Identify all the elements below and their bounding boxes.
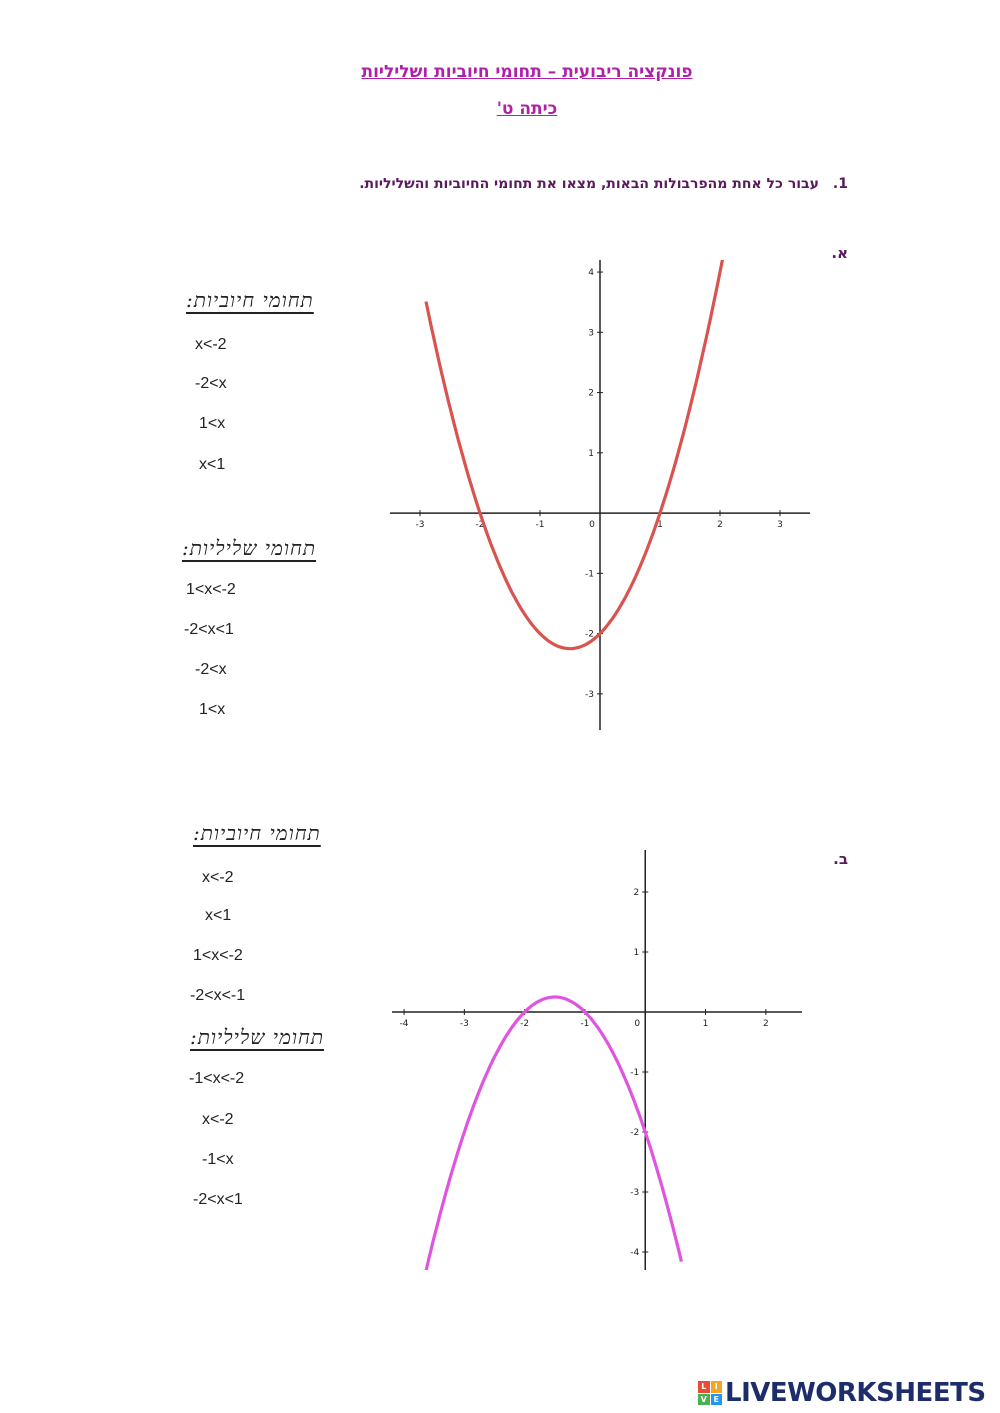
x-tick-label: 1	[657, 520, 663, 531]
parabola-curve	[426, 260, 729, 649]
page-subtitle: כיתה ט'	[496, 99, 558, 119]
y-tick-label: 1	[588, 448, 594, 459]
y-tick-label: -1	[630, 1068, 640, 1078]
x-tick-label: -4	[399, 1019, 409, 1029]
part-a-negative-option[interactable]: -2<x<1	[184, 621, 234, 638]
parabola-chart-a	[390, 260, 810, 730]
x-tick-label: 0	[589, 520, 595, 531]
x-tick-label: -1	[580, 1019, 590, 1029]
question	[359, 176, 848, 192]
x-tick-label: 3	[777, 520, 783, 531]
part-b-label: ב.	[833, 850, 848, 868]
y-tick-label: -3	[630, 1188, 640, 1198]
question-number: 1.	[832, 176, 848, 192]
question-text: עבור כל אחת מהפרבולות הבאות, מצאו את תחומי החיוביות והשליליות.	[359, 176, 819, 192]
logo-square: L	[698, 1381, 710, 1393]
y-tick-label: 4	[588, 268, 594, 279]
y-tick-label: -2	[585, 629, 594, 640]
y-tick-label: -1	[585, 569, 594, 580]
logo-square: I	[711, 1381, 723, 1393]
part-b-positive-option[interactable]: x<1	[205, 907, 232, 924]
liveworksheets-logo	[698, 1378, 986, 1408]
x-tick-label: 2	[717, 520, 723, 531]
part-a-positive-option[interactable]: 1<x	[199, 415, 226, 432]
part-a-label: א.	[831, 244, 848, 262]
x-tick-label: -3	[415, 520, 425, 531]
part-a-positive-header: תחומי חיוביות:	[186, 288, 314, 312]
x-tick-label: -1	[535, 520, 545, 531]
part-a-negative-option[interactable]: 1<x<-2	[186, 581, 236, 598]
part-a-negative-option[interactable]: 1<x	[199, 701, 226, 718]
part-a-negative-option[interactable]: -2<x	[195, 661, 227, 678]
y-tick-label: -2	[630, 1128, 640, 1138]
x-tick-label: -2	[520, 1019, 530, 1029]
y-tick-label: 1	[633, 948, 640, 958]
y-tick-label: -3	[585, 689, 594, 700]
y-tick-label: 2	[633, 888, 640, 898]
part-a-positive-option[interactable]: x<-2	[195, 336, 227, 353]
x-tick-label: -2	[475, 520, 485, 531]
parabola-curve	[422, 997, 681, 1270]
logo-text: LIVEWORKSHEETS	[725, 1378, 986, 1408]
part-b-negative-header: תחומי שליליות:	[190, 1025, 325, 1049]
x-tick-label: 2	[762, 1019, 769, 1029]
page-title: פונקציה ריבועית – תחומי חיוביות ושליליות	[361, 62, 693, 82]
part-b-negative-option[interactable]: -2<x<1	[193, 1191, 243, 1208]
part-b-negative-option[interactable]: x<-2	[202, 1111, 234, 1128]
x-tick-label: 1	[702, 1019, 709, 1029]
part-b-positive-option[interactable]: 1<x<-2	[193, 947, 243, 964]
logo-square: V	[698, 1394, 710, 1406]
y-tick-label: 3	[588, 328, 594, 339]
y-tick-label: -4	[630, 1248, 640, 1258]
logo-squares	[698, 1381, 722, 1405]
part-a-positive-option[interactable]: -2<x	[195, 375, 227, 392]
x-tick-label: -3	[459, 1019, 469, 1029]
part-a-negative-header: תחומי שליליות:	[182, 536, 317, 560]
parabola-chart-b	[392, 850, 802, 1270]
part-b-positive-header: תחומי חיוביות:	[193, 821, 321, 845]
logo-square: E	[711, 1394, 723, 1406]
part-b-negative-option[interactable]: -1<x<-2	[189, 1070, 245, 1087]
part-b-negative-option[interactable]: -1<x	[202, 1151, 234, 1168]
part-b-positive-option[interactable]: -2<x<-1	[190, 987, 246, 1004]
part-b-positive-option[interactable]: x<-2	[202, 869, 234, 886]
part-a-positive-option[interactable]: x<1	[199, 456, 226, 473]
y-tick-label: 2	[588, 388, 594, 399]
x-tick-label: 0	[634, 1019, 641, 1029]
